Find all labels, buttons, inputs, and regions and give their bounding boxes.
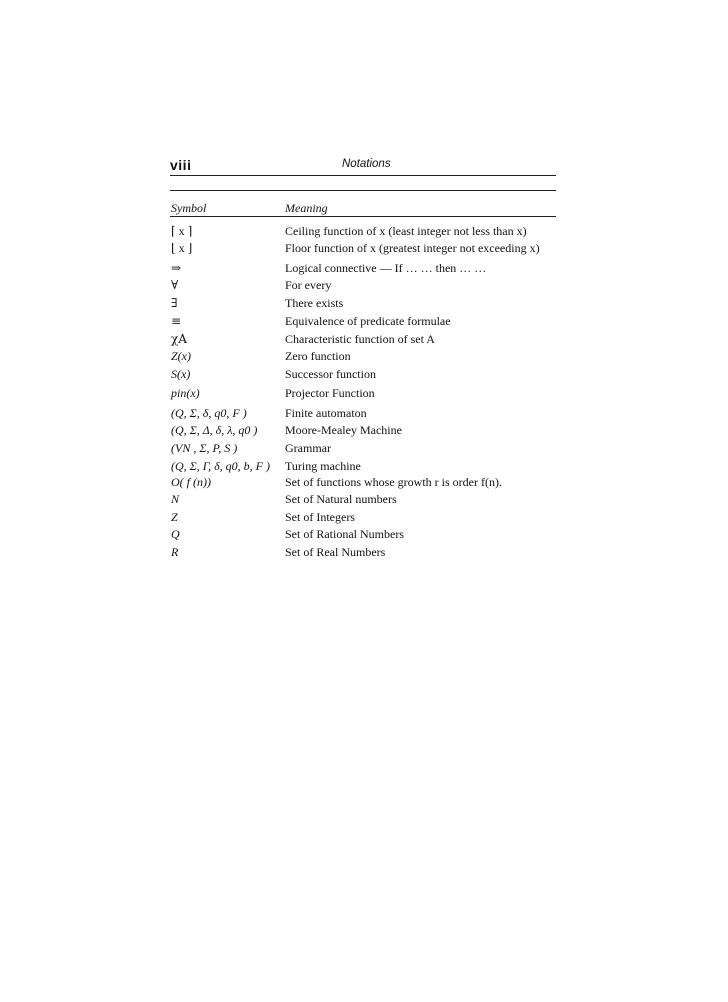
table-row	[170, 384, 560, 402]
meaning-cell: Projector Function	[285, 386, 375, 400]
symbol-cell: ⇒	[171, 261, 182, 275]
symbol-cell: ⌊ x ⌋	[171, 241, 193, 255]
running-title: Notations	[342, 158, 391, 170]
symbol-cell: (Q, Σ, Γ, δ, q0, b, F )	[171, 459, 270, 473]
symbol-cell: ∀	[171, 278, 179, 292]
symbol-cell: (Q, Σ, Δ, δ, λ, q0 )	[171, 423, 258, 437]
symbol-cell: (Q, Σ, δ, q0, F )	[171, 406, 247, 420]
header-rule	[170, 175, 556, 176]
symbol-cell: pin(x)	[171, 386, 200, 400]
symbol-cell: ∃	[171, 296, 178, 310]
meaning-cell: Floor function of x (greatest integer not exceeding x)	[285, 241, 540, 255]
symbol-cell: χA	[171, 332, 187, 346]
table-row	[170, 294, 560, 312]
meaning-cell: Set of Natural numbers	[285, 492, 397, 506]
symbol-cell: Q	[171, 527, 180, 541]
table-row	[170, 259, 560, 277]
meaning-cell: Logical connective — If … … then … …	[285, 261, 487, 275]
table-header-rule	[170, 216, 556, 217]
symbol-cell: (VN , Σ, P, S )	[171, 441, 238, 455]
table-row	[170, 508, 560, 526]
table-row	[170, 276, 560, 294]
symbol-cell: ≡	[171, 314, 182, 328]
table-row	[170, 239, 560, 257]
table-row	[170, 404, 560, 422]
table-top-rule	[170, 190, 556, 191]
symbol-cell: R	[171, 545, 179, 559]
page-header	[170, 157, 556, 177]
meaning-cell: Moore-Mealey Machine	[285, 423, 402, 437]
table-row	[170, 222, 560, 240]
meaning-cell: Equivalence of predicate formulae	[285, 314, 451, 328]
column-header-symbol: Symbol	[171, 201, 207, 215]
symbol-cell: S(x)	[171, 367, 191, 381]
symbol-cell: N	[171, 492, 180, 506]
meaning-cell: Successor function	[285, 367, 376, 381]
meaning-cell: Set of functions whose growth r is order f(n).	[285, 475, 502, 489]
meaning-cell: Characteristic function of set A	[285, 332, 435, 346]
meaning-cell: Set of Real Numbers	[285, 545, 386, 559]
symbol-cell: Z(x)	[171, 349, 191, 363]
meaning-cell: Finite automaton	[285, 406, 367, 420]
column-header-meaning: Meaning	[285, 201, 328, 215]
table-row	[170, 330, 560, 348]
meaning-cell: Set of Rational Numbers	[285, 527, 404, 541]
meaning-cell: Zero function	[285, 349, 351, 363]
table-row	[170, 473, 560, 491]
table-row	[170, 312, 560, 330]
meaning-cell: There exists	[285, 296, 344, 310]
table-row	[170, 490, 560, 508]
table-row	[170, 421, 560, 439]
meaning-cell: Turing machine	[285, 459, 361, 473]
symbol-cell: ⌈ x ⌉	[171, 224, 193, 238]
symbol-cell: O( f (n))	[171, 475, 211, 489]
table-row	[170, 365, 560, 383]
meaning-cell: Ceiling function of x (least integer not less than x)	[285, 224, 527, 238]
table-row	[170, 347, 560, 365]
meaning-cell: Grammar	[285, 441, 331, 455]
table-row	[170, 525, 560, 543]
symbol-cell: Z	[171, 510, 178, 524]
meaning-cell: For every	[285, 278, 332, 292]
meaning-cell: Set of Integers	[285, 510, 355, 524]
table-row	[170, 439, 560, 457]
table-row	[170, 543, 560, 561]
page-number: viii	[170, 157, 192, 173]
